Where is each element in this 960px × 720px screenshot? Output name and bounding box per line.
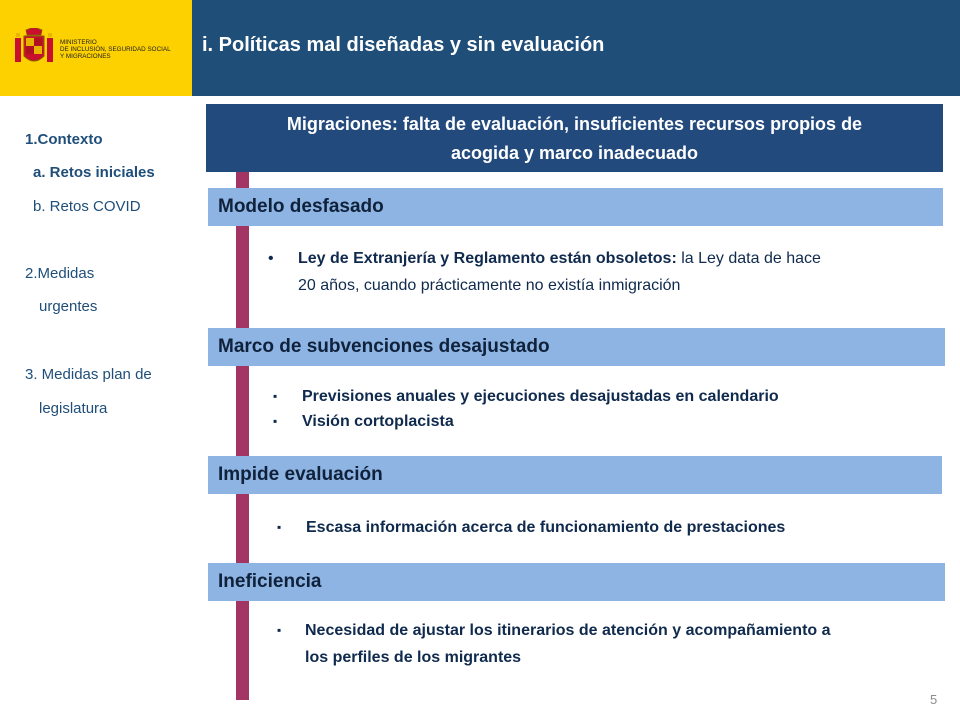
nav-item-medidas-plan[interactable]: 3. Medidas plan de: [25, 366, 152, 383]
bullet-marker: ▪: [277, 623, 282, 637]
nav-item-contexto[interactable]: 1.Contexto: [25, 131, 103, 148]
banner-line-2: acogida y marco inadecuado: [450, 143, 699, 163]
bullet-marker: ▪: [277, 520, 282, 534]
bullet-text-line-2: los perfiles de los migrantes: [305, 649, 522, 666]
ministry-name: [60, 39, 171, 61]
bullet-text-line-1: Necesidad de ajustar los itinerarios de atención y acompañamiento a: [305, 622, 831, 639]
nav-item-retos-covid[interactable]: b. Retos COVID: [33, 198, 141, 215]
coat-of-arms-icon: [12, 28, 56, 70]
bullet-marker: ▪: [273, 389, 278, 403]
bullet-previsiones: [273, 383, 923, 410]
nav-item-legislatura[interactable]: legislatura: [39, 400, 108, 417]
nav-item-urgentes[interactable]: urgentes: [39, 298, 98, 315]
bullet-text-line-2: 20 años, cuando prácticamente no existía inmigración: [298, 277, 681, 294]
bullet-escasa-informacion: [277, 514, 927, 541]
ministry-line-3: Y MIGRACIONES: [60, 53, 111, 61]
bullet-ley-extranjeria: [268, 245, 918, 299]
nav-item-medidas[interactable]: 2.Medidas: [25, 265, 95, 282]
section-heading-evaluacion: Impide evaluación: [208, 456, 942, 494]
nav-item-retos-iniciales[interactable]: a. Retos iniciales: [33, 164, 155, 181]
timeline-bar: [236, 172, 249, 700]
ministry-line-2: DE INCLUSIÓN, SEGURIDAD SOCIAL: [60, 46, 171, 54]
page-number: 5: [930, 692, 938, 707]
bullet-vision: [273, 408, 923, 435]
bullet-marker: ▪: [273, 414, 278, 428]
main-banner: [206, 104, 943, 172]
bullet-text: Previsiones anuales y ejecuciones desajustadas en calendario: [302, 388, 779, 405]
bullet-text: la Ley data de hace: [676, 250, 821, 267]
ministry-logo: [0, 0, 192, 96]
page-title: i. Políticas mal diseñadas y sin evaluación: [202, 34, 605, 56]
bullet-marker: •: [268, 250, 274, 267]
bullet-text: Visión cortoplacista: [302, 413, 454, 430]
title-bar: [192, 0, 960, 96]
bullet-bold-text: Ley de Extranjería y Reglamento están obsoletos:: [298, 250, 677, 267]
ministry-line-1: MINISTERIO: [60, 39, 97, 46]
section-heading-subvenciones: Marco de subvenciones desajustado: [208, 328, 945, 366]
section-heading-ineficiencia: Ineficiencia: [208, 563, 945, 601]
bullet-itinerarios: [277, 617, 927, 671]
section-heading-modelo: Modelo desfasado: [208, 188, 943, 226]
banner-line-1: Migraciones: falta de evaluación, insuficientes recursos propios de: [286, 114, 863, 134]
bullet-text: Escasa información acerca de funcionamiento de prestaciones: [306, 519, 786, 536]
